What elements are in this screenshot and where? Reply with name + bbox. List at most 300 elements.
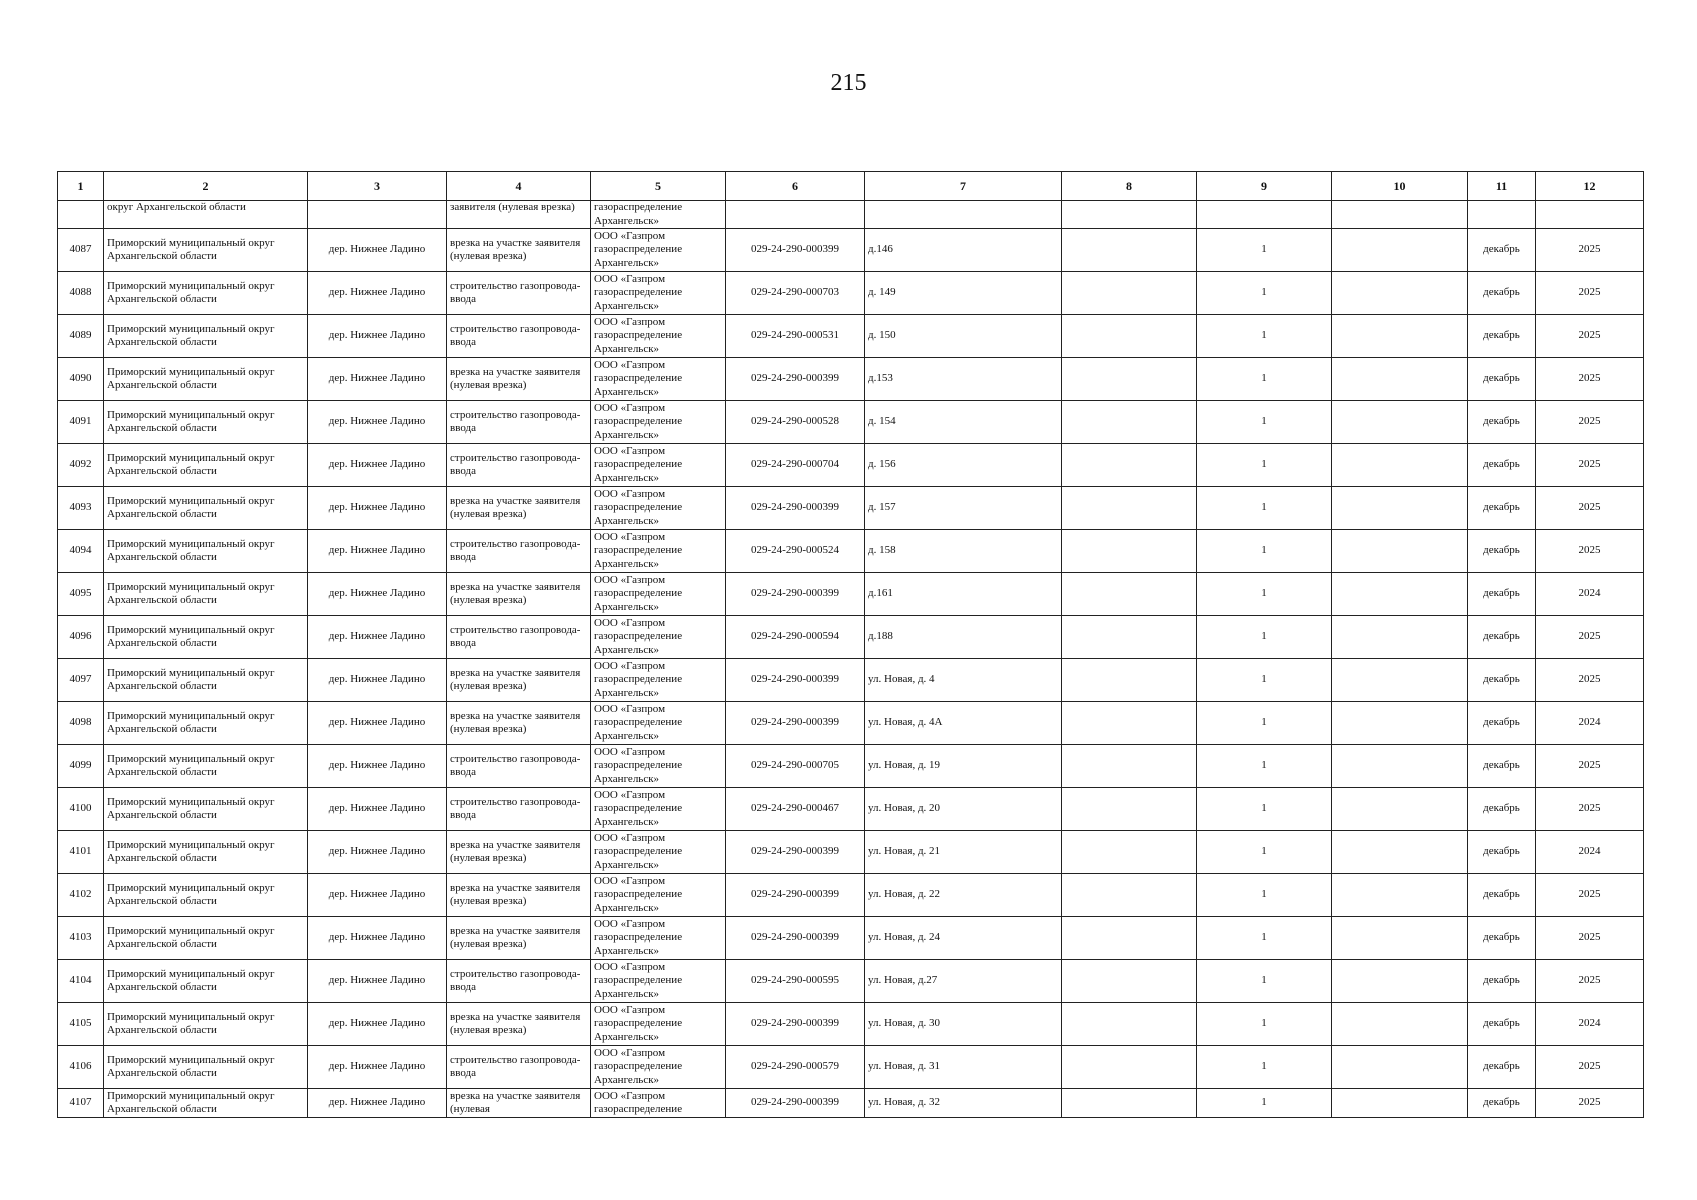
settlement-cell (308, 229, 447, 272)
settlement-cell (308, 788, 447, 831)
quantity-cell (1197, 573, 1332, 616)
work-type-text: строительство газопровода-ввода (450, 967, 581, 993)
month-cell (1468, 487, 1536, 530)
settlement-text: дер. Нижнее Ладино (328, 329, 426, 342)
work-type-cell (447, 745, 591, 788)
registration-number-cell (726, 960, 865, 1003)
settlement-cell (308, 1003, 447, 1046)
municipality-cell (104, 401, 308, 444)
registration-number-cell (726, 745, 865, 788)
row-number-cell (58, 788, 104, 831)
row-number-cell (58, 358, 104, 401)
year-cell (1536, 788, 1644, 831)
column-header-1: 1 (58, 172, 104, 201)
table-row (58, 1003, 1644, 1046)
column-10-cell (1332, 201, 1468, 229)
continuation-row (58, 201, 1644, 229)
municipality-cell (104, 960, 308, 1003)
table-row (58, 358, 1644, 401)
organization-cell (591, 788, 726, 831)
quantity-cell (1197, 702, 1332, 745)
year-cell (1536, 1003, 1644, 1046)
address-text: д. 150 (868, 329, 896, 342)
quantity-cell (1197, 831, 1332, 874)
month-text: декабрь (1483, 1060, 1520, 1073)
address-text: ул. Новая, д. 32 (868, 1096, 941, 1109)
work-type-cell (447, 358, 591, 401)
quantity-cell (1197, 960, 1332, 1003)
column-8-cell (1062, 530, 1197, 573)
row-number-text: 4101 (69, 845, 92, 858)
settlement-cell (308, 201, 447, 229)
organization-cell (591, 444, 726, 487)
work-type-cell (447, 272, 591, 315)
work-type-text: заявителя (нулевая врезка) (450, 201, 575, 213)
quantity-text: 1 (1261, 673, 1267, 686)
quantity-text: 1 (1261, 1017, 1267, 1030)
registration-number-cell (726, 1046, 865, 1089)
organization-text: ООО «Газпром газораспределение (594, 1089, 683, 1115)
quantity-text: 1 (1261, 802, 1267, 815)
municipality-text: Приморский муниципальный округ Архангельской области (107, 838, 275, 864)
column-10-cell (1332, 745, 1468, 788)
table-row (58, 831, 1644, 874)
column-header-2: 2 (104, 172, 308, 201)
registration-number-cell (726, 201, 865, 229)
column-10-cell (1332, 616, 1468, 659)
table-row (58, 788, 1644, 831)
work-type-cell (447, 917, 591, 960)
address-text: ул. Новая, д. 4А (868, 716, 943, 729)
settlement-text: дер. Нижнее Ладино (328, 458, 426, 471)
organization-cell (591, 874, 726, 917)
quantity-text: 1 (1261, 630, 1267, 643)
year-text: 2025 (1578, 974, 1601, 987)
municipality-cell (104, 917, 308, 960)
table-row (58, 702, 1644, 745)
municipality-text: Приморский муниципальный округ Архангельской области (107, 752, 275, 778)
work-type-text: врезка на участке заявителя (нулевая врезка) (450, 236, 581, 262)
registration-number-cell (726, 831, 865, 874)
column-number-header-row (58, 172, 1644, 201)
month-cell (1468, 1089, 1536, 1118)
organization-cell (591, 745, 726, 788)
column-8-cell (1062, 229, 1197, 272)
month-cell (1468, 917, 1536, 960)
address-cell (865, 487, 1062, 530)
municipality-cell (104, 229, 308, 272)
work-type-cell (447, 201, 591, 229)
municipality-text: Приморский муниципальный округ Архангельской области (107, 924, 275, 950)
work-type-cell (447, 573, 591, 616)
registration-number-cell (726, 917, 865, 960)
month-cell (1468, 272, 1536, 315)
month-text: декабрь (1483, 1017, 1520, 1030)
column-10-cell (1332, 401, 1468, 444)
work-type-text: строительство газопровода-ввода (450, 1053, 581, 1079)
column-header-6: 6 (726, 172, 865, 201)
settlement-cell (308, 358, 447, 401)
month-text: декабрь (1483, 974, 1520, 987)
year-cell (1536, 401, 1644, 444)
column-10-cell (1332, 229, 1468, 272)
quantity-cell (1197, 358, 1332, 401)
quantity-text: 1 (1261, 243, 1267, 256)
settlement-cell (308, 401, 447, 444)
register-table (57, 171, 1644, 1118)
column-10-cell (1332, 1003, 1468, 1046)
column-8-cell (1062, 1089, 1197, 1118)
organization-text: ООО «Газпром газораспределение Архангельск» (594, 272, 683, 312)
month-text: декабрь (1483, 372, 1520, 385)
quantity-text: 1 (1261, 544, 1267, 557)
address-text: д.188 (868, 630, 893, 643)
settlement-text: дер. Нижнее Ладино (328, 974, 426, 987)
column-8-cell (1062, 874, 1197, 917)
work-type-text: строительство газопровода-ввода (450, 623, 581, 649)
municipality-text: Приморский муниципальный округ Архангельской области (107, 236, 275, 262)
municipality-cell (104, 745, 308, 788)
column-10-cell (1332, 960, 1468, 1003)
quantity-text: 1 (1261, 1060, 1267, 1073)
work-type-cell (447, 1089, 591, 1118)
municipality-cell (104, 530, 308, 573)
year-cell (1536, 745, 1644, 788)
municipality-text: Приморский муниципальный округ Архангельской области (107, 709, 275, 735)
municipality-text: Приморский муниципальный округ Архангельской области (107, 795, 275, 821)
work-type-cell (447, 487, 591, 530)
column-8-cell (1062, 1003, 1197, 1046)
organization-text: ООО «Газпром газораспределение Архангельск» (594, 874, 683, 914)
organization-text: ООО «Газпром газораспределение Архангельск» (594, 401, 683, 441)
work-type-cell (447, 315, 591, 358)
table-row (58, 1089, 1644, 1118)
month-cell (1468, 702, 1536, 745)
settlement-cell (308, 315, 447, 358)
year-cell (1536, 1046, 1644, 1089)
municipality-cell (104, 616, 308, 659)
table-row (58, 573, 1644, 616)
registration-number-cell (726, 702, 865, 745)
column-10-cell (1332, 315, 1468, 358)
year-cell (1536, 702, 1644, 745)
table-row (58, 315, 1644, 358)
column-10-cell (1332, 573, 1468, 616)
row-number-text: 4103 (69, 931, 92, 944)
municipality-cell (104, 1003, 308, 1046)
year-text: 2025 (1578, 802, 1601, 815)
year-cell (1536, 874, 1644, 917)
organization-cell (591, 401, 726, 444)
column-header-3: 3 (308, 172, 447, 201)
month-text: декабрь (1483, 888, 1520, 901)
column-10-cell (1332, 272, 1468, 315)
organization-text: ООО «Газпром газораспределение Архангельск» (594, 573, 683, 613)
month-cell (1468, 530, 1536, 573)
settlement-cell (308, 917, 447, 960)
settlement-cell (308, 1046, 447, 1089)
quantity-text: 1 (1261, 501, 1267, 514)
settlement-text: дер. Нижнее Ладино (328, 415, 426, 428)
month-cell (1468, 358, 1536, 401)
settlement-cell (308, 745, 447, 788)
organization-text: ООО «Газпром газораспределение Архангельск» (594, 1003, 683, 1043)
row-number-text: 4105 (69, 1017, 92, 1030)
year-text: 2025 (1578, 243, 1601, 256)
work-type-cell (447, 401, 591, 444)
work-type-cell (447, 702, 591, 745)
table-body (58, 201, 1644, 1118)
row-number-cell (58, 315, 104, 358)
organization-text: ООО «Газпром газораспределение Архангельск» (594, 831, 683, 871)
organization-text: ООО «Газпром газораспределение Архангельск» (594, 745, 683, 785)
quantity-cell (1197, 201, 1332, 229)
organization-cell (591, 616, 726, 659)
registration-number-cell (726, 616, 865, 659)
address-text: д. 157 (868, 501, 896, 514)
organization-cell (591, 1003, 726, 1046)
organization-cell (591, 960, 726, 1003)
work-type-text: врезка на участке заявителя (нулевая врезка) (450, 580, 581, 606)
municipality-cell (104, 272, 308, 315)
table-row (58, 1046, 1644, 1089)
row-number-text: 4107 (69, 1096, 92, 1109)
municipality-text: Приморский муниципальный округ Архангельской области (107, 1053, 275, 1079)
quantity-text: 1 (1261, 931, 1267, 944)
month-text: декабрь (1483, 501, 1520, 514)
address-text: д. 156 (868, 458, 896, 471)
settlement-text: дер. Нижнее Ладино (328, 802, 426, 815)
year-cell (1536, 201, 1644, 229)
registration-number-cell (726, 358, 865, 401)
quantity-cell (1197, 229, 1332, 272)
registration-number-cell (726, 573, 865, 616)
municipality-cell (104, 788, 308, 831)
registration-number-cell (726, 530, 865, 573)
organization-text: ООО «Газпром газораспределение Архангельск» (594, 358, 683, 398)
year-text: 2025 (1578, 630, 1601, 643)
organization-cell (591, 702, 726, 745)
address-cell (865, 960, 1062, 1003)
settlement-text: дер. Нижнее Ладино (328, 587, 426, 600)
row-number-text: 4097 (69, 673, 92, 686)
work-type-cell (447, 1003, 591, 1046)
year-text: 2025 (1578, 931, 1601, 944)
month-text: декабрь (1483, 630, 1520, 643)
row-number-cell (58, 745, 104, 788)
year-text: 2025 (1578, 888, 1601, 901)
year-cell (1536, 272, 1644, 315)
work-type-cell (447, 960, 591, 1003)
work-type-cell (447, 616, 591, 659)
registration-number-text: 029-24-290-000579 (751, 1060, 839, 1073)
table-row (58, 616, 1644, 659)
work-type-text: строительство газопровода-ввода (450, 451, 581, 477)
registration-number-text: 029-24-290-000399 (751, 716, 839, 729)
table-row (58, 960, 1644, 1003)
column-10-cell (1332, 530, 1468, 573)
row-number-text: 4098 (69, 716, 92, 729)
quantity-text: 1 (1261, 286, 1267, 299)
work-type-text: строительство газопровода-ввода (450, 795, 581, 821)
row-number-cell (58, 831, 104, 874)
row-number-cell (58, 444, 104, 487)
quantity-cell (1197, 487, 1332, 530)
column-header-7: 7 (865, 172, 1062, 201)
address-cell (865, 659, 1062, 702)
address-cell (865, 530, 1062, 573)
organization-cell (591, 315, 726, 358)
row-number-text: 4093 (69, 501, 92, 514)
municipality-text: Приморский муниципальный округ Архангельской области (107, 580, 275, 606)
settlement-cell (308, 1089, 447, 1118)
column-8-cell (1062, 401, 1197, 444)
settlement-text: дер. Нижнее Ладино (328, 243, 426, 256)
row-number-cell (58, 487, 104, 530)
year-cell (1536, 616, 1644, 659)
settlement-text: дер. Нижнее Ладино (328, 888, 426, 901)
month-cell (1468, 874, 1536, 917)
municipality-text: Приморский муниципальный округ Архангельской области (107, 322, 275, 348)
settlement-cell (308, 874, 447, 917)
year-cell (1536, 358, 1644, 401)
column-8-cell (1062, 917, 1197, 960)
settlement-text: дер. Нижнее Ладино (328, 673, 426, 686)
column-header-4: 4 (447, 172, 591, 201)
work-type-cell (447, 788, 591, 831)
year-text: 2025 (1578, 329, 1601, 342)
column-8-cell (1062, 444, 1197, 487)
row-number-text: 4087 (69, 243, 92, 256)
registration-number-cell (726, 444, 865, 487)
address-text: д.161 (868, 587, 893, 600)
year-text: 2025 (1578, 673, 1601, 686)
registration-number-cell (726, 874, 865, 917)
column-10-cell (1332, 1089, 1468, 1118)
address-text: ул. Новая, д. 30 (868, 1017, 941, 1030)
column-header-9: 9 (1197, 172, 1332, 201)
table-row (58, 229, 1644, 272)
month-cell (1468, 1003, 1536, 1046)
registration-number-cell (726, 272, 865, 315)
year-text: 2025 (1578, 1060, 1601, 1073)
work-type-text: строительство газопровода-ввода (450, 279, 581, 305)
organization-text: ООО «Газпром газораспределение Архангельск» (594, 315, 683, 355)
table-row (58, 444, 1644, 487)
registration-number-cell (726, 1003, 865, 1046)
quantity-cell (1197, 1089, 1332, 1118)
row-number-text: 4089 (69, 329, 92, 342)
month-text: декабрь (1483, 716, 1520, 729)
year-text: 2025 (1578, 458, 1601, 471)
municipality-cell (104, 315, 308, 358)
column-10-cell (1332, 874, 1468, 917)
year-text: 2025 (1578, 759, 1601, 772)
month-text: декабрь (1483, 587, 1520, 600)
municipality-text: Приморский муниципальный округ Архангельской области (107, 1089, 275, 1115)
settlement-cell (308, 530, 447, 573)
settlement-text: дер. Нижнее Ладино (328, 544, 426, 557)
organization-text: ООО «Газпром газораспределение Архангельск» (594, 917, 683, 957)
quantity-text: 1 (1261, 974, 1267, 987)
settlement-text: дер. Нижнее Ладино (328, 630, 426, 643)
month-text: декабрь (1483, 458, 1520, 471)
organization-cell (591, 358, 726, 401)
year-cell (1536, 487, 1644, 530)
month-text: декабрь (1483, 243, 1520, 256)
row-number-text: 4096 (69, 630, 92, 643)
address-text: ул. Новая, д. 20 (868, 802, 941, 815)
municipality-text: Приморский муниципальный округ Архангельской области (107, 1010, 275, 1036)
address-cell (865, 1089, 1062, 1118)
column-8-cell (1062, 616, 1197, 659)
year-text: 2025 (1578, 501, 1601, 514)
municipality-cell (104, 1089, 308, 1118)
month-text: декабрь (1483, 1096, 1520, 1109)
quantity-cell (1197, 616, 1332, 659)
table-row (58, 530, 1644, 573)
work-type-text: строительство газопровода-ввода (450, 752, 581, 778)
organization-cell (591, 272, 726, 315)
row-number-cell (58, 401, 104, 444)
municipality-text: Приморский муниципальный округ Архангельской области (107, 666, 275, 692)
column-8-cell (1062, 702, 1197, 745)
month-cell (1468, 659, 1536, 702)
settlement-text: дер. Нижнее Ладино (328, 759, 426, 772)
year-cell (1536, 444, 1644, 487)
registration-number-text: 029-24-290-000528 (751, 415, 839, 428)
row-number-text: 4091 (69, 415, 92, 428)
registration-number-text: 029-24-290-000595 (751, 974, 839, 987)
registration-number-text: 029-24-290-000467 (751, 802, 839, 815)
row-number-text: 4095 (69, 587, 92, 600)
municipality-text: Приморский муниципальный округ Архангельской области (107, 623, 275, 649)
organization-cell (591, 917, 726, 960)
municipality-cell (104, 487, 308, 530)
month-cell (1468, 960, 1536, 1003)
organization-cell (591, 530, 726, 573)
year-cell (1536, 1089, 1644, 1118)
address-text: д. 149 (868, 286, 896, 299)
municipality-cell (104, 201, 308, 229)
row-number-cell (58, 530, 104, 573)
year-cell (1536, 960, 1644, 1003)
year-text: 2024 (1578, 587, 1601, 600)
address-text: ул. Новая, д. 31 (868, 1060, 941, 1073)
year-cell (1536, 917, 1644, 960)
work-type-cell (447, 229, 591, 272)
municipality-text: Приморский муниципальный округ Архангельской области (107, 408, 275, 434)
column-8-cell (1062, 745, 1197, 788)
registration-number-cell (726, 315, 865, 358)
address-text: д.146 (868, 243, 893, 256)
municipality-cell (104, 444, 308, 487)
year-cell (1536, 659, 1644, 702)
address-cell (865, 702, 1062, 745)
month-cell (1468, 201, 1536, 229)
address-cell (865, 1003, 1062, 1046)
settlement-text: дер. Нижнее Ладино (328, 845, 426, 858)
municipality-cell (104, 1046, 308, 1089)
address-text: ул. Новая, д. 19 (868, 759, 941, 772)
registration-number-cell (726, 229, 865, 272)
row-number-text: 4092 (69, 458, 92, 471)
quantity-text: 1 (1261, 415, 1267, 428)
settlement-cell (308, 573, 447, 616)
year-text: 2025 (1578, 372, 1601, 385)
work-type-cell (447, 874, 591, 917)
work-type-text: врезка на участке заявителя (нулевая врезка) (450, 365, 581, 391)
